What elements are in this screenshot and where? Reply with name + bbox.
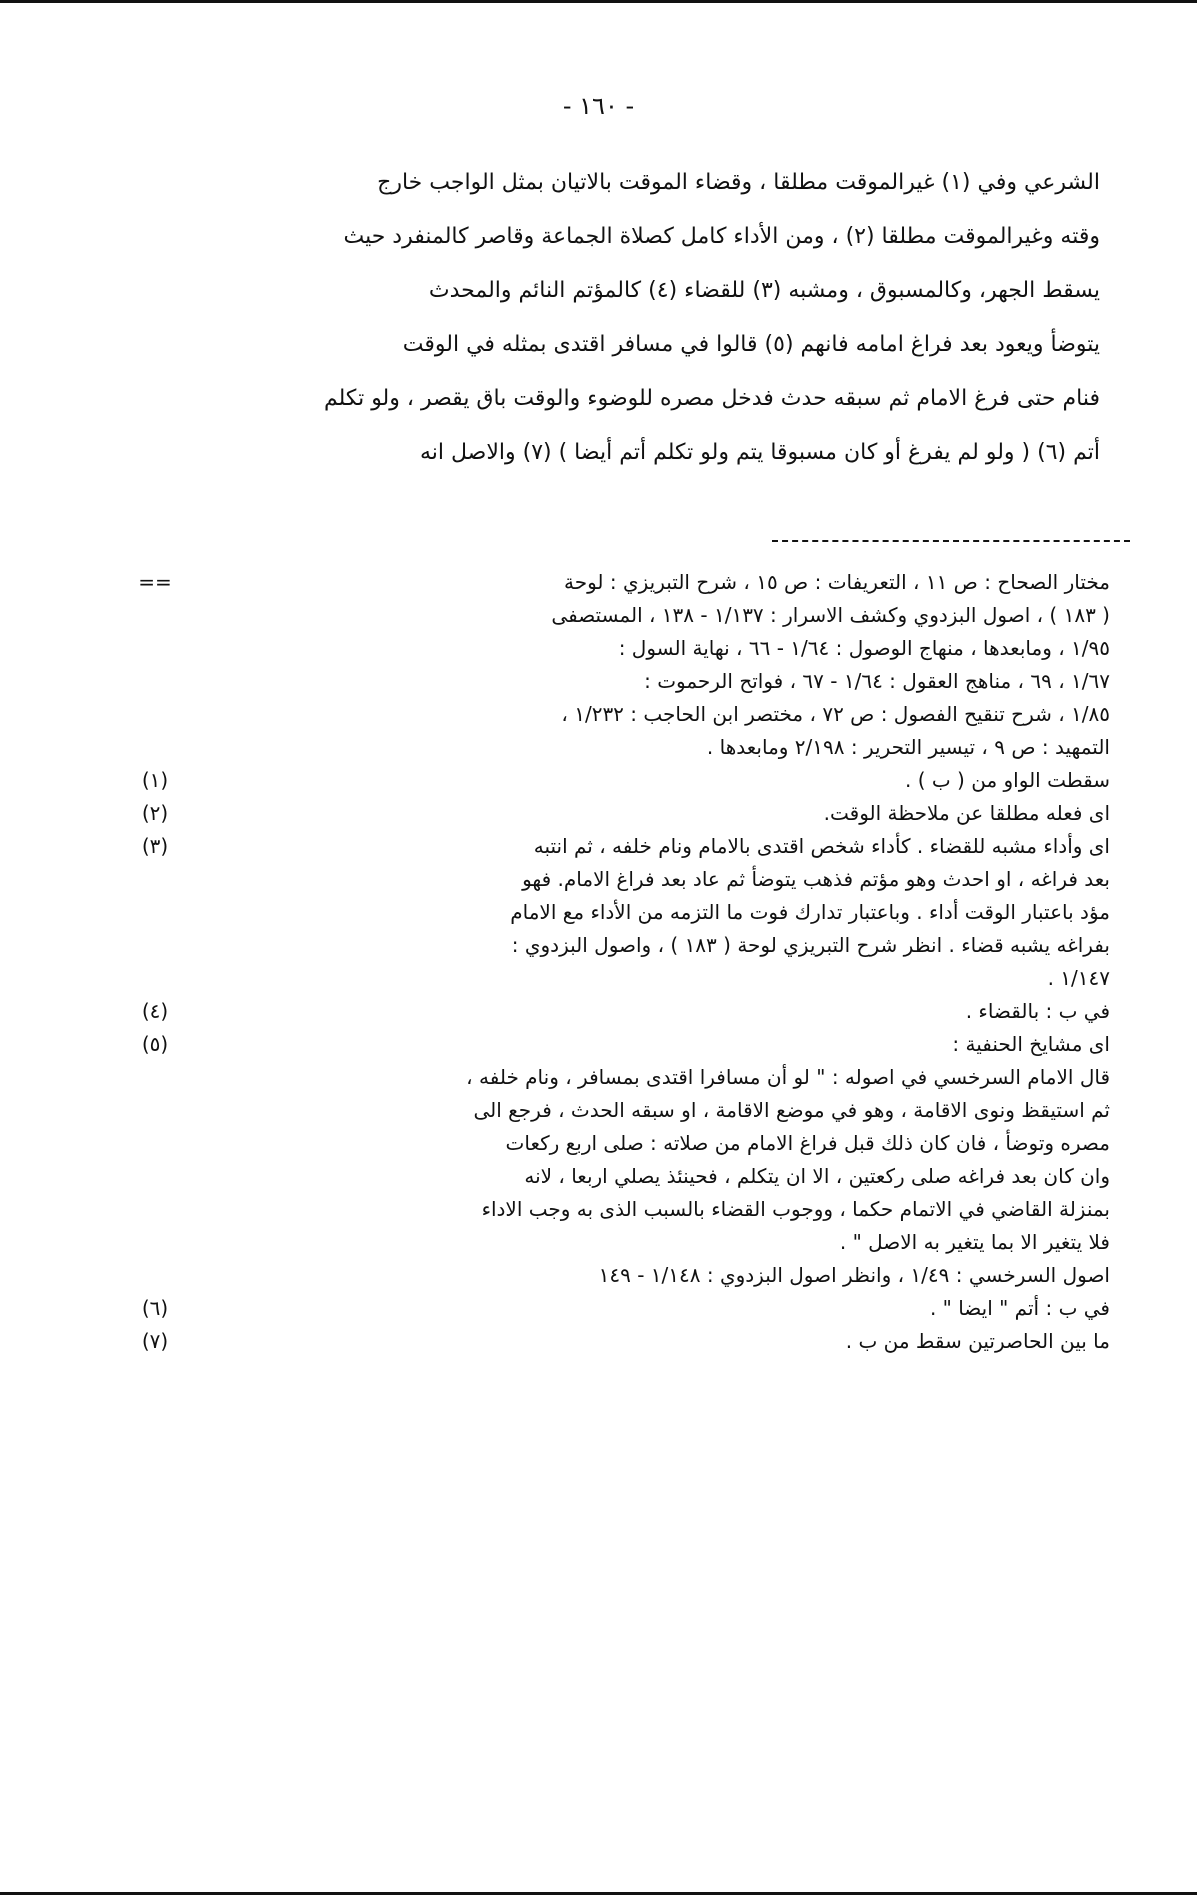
sources-line: ( ١٨٣ ) ، اصول البزدوي وكشف الاسرار : ١/١٣٧ - ١٣٨ ، المستصفى	[551, 603, 1110, 627]
sources-line: ١/٩٥ ، ومابعدها ، منهاج الوصول : ١/٦٤ - ٦٦ ، نهاية السول :	[618, 636, 1110, 660]
footnote-body	[190, 1028, 1110, 1292]
sources-marker: ==	[138, 570, 172, 594]
footnote-7	[120, 1325, 1110, 1358]
footnote-marker: (٤)	[141, 999, 169, 1023]
main-text-line: فنام حتى فرغ الامام ثم سبقه حدث فدخل مصره للوضوء والوقت باق يقصر ، ولو تكلم	[324, 386, 1100, 411]
footnote-line: بمنزلة القاضي في الاتمام حكما ، ووجوب القضاء بالسبب الذى به وجب الاداء	[481, 1197, 1110, 1221]
page-number: - ١٦٠ -	[562, 92, 635, 120]
footnote-body	[190, 830, 1110, 995]
footnote-4	[120, 995, 1110, 1028]
footnote-marker: (٥)	[141, 1032, 169, 1056]
sources-line: ١/٦٧ ، ٦٩ ، مناهج العقول : ١/٦٤ - ٦٧ ، فواتح الرحموت :	[644, 669, 1110, 693]
main-text-line: أتم (٦) ( ولو لم يفرغ أو كان مسبوقا يتم ولو تكلم أتم أيضا ) (٧) والاصل انه	[419, 440, 1100, 465]
sources-body	[190, 566, 1110, 764]
footnote-line: ثم استيقظ ونوى الاقامة ، وهو في موضع الاقامة ، او سبقه الحدث ، فرجع الى	[473, 1098, 1110, 1122]
footnote-line: ١/١٤٧ .	[1047, 966, 1110, 990]
footnote-line: اى فعله مطلقا عن ملاحظة الوقت.	[823, 801, 1110, 825]
footnote-body	[190, 995, 1110, 1028]
main-text	[130, 156, 1100, 480]
footnote-line: قال الامام السرخسي في اصوله : " لو أن مسافرا اقتدى بمسافر ، ونام خلفه ،	[466, 1065, 1110, 1089]
footnote-1	[120, 764, 1110, 797]
main-text-line: وقته وغيرالموقت مطلقا (٢) ، ومن الأداء كامل كصلاة الجماعة وقاصر كالمنفرد حيث	[343, 224, 1100, 249]
footnote-line: مؤد باعتبار الوقت أداء . وباعتبار تدارك فوت ما التزمه من الأداء مع الامام	[510, 900, 1110, 924]
footnote-line: مصره وتوضأ ، فان كان ذلك قبل فراغ الامام من صلاته : صلى اربع ركعات	[505, 1131, 1110, 1155]
main-text-line: يتوضأ ويعود بعد فراغ امامه فانهم (٥) قالوا في مسافر اقتدى بمثله في الوقت	[402, 332, 1100, 357]
footnote-body	[190, 797, 1110, 830]
footnote-line: في ب : بالقضاء .	[965, 999, 1110, 1023]
footnote-marker: (٢)	[141, 801, 169, 825]
footnote-line: اصول السرخسي : ١/٤٩ ، وانظر اصول البزدوي : ١/١٤٨ - ١٤٩	[598, 1263, 1110, 1287]
main-text-line: الشرعي وفي (١) غيرالموقت مطلقا ، وقضاء الموقت بالاتيان بمثل الواجب خارج	[377, 170, 1100, 195]
footnote-line: ما بين الحاصرتين سقط من ب .	[845, 1329, 1110, 1353]
footnote-body	[190, 764, 1110, 797]
footnote-line: وان كان بعد فراغه صلى ركعتين ، الا ان يتكلم ، فحينئذ يصلي اربعا ، لانه	[524, 1164, 1110, 1188]
footnotes-section	[120, 566, 1110, 1358]
footnote-sources	[120, 566, 1110, 764]
footnote-5	[120, 1028, 1110, 1292]
footnote-marker: (٦)	[141, 1296, 169, 1320]
main-text-line: يسقط الجهر، وكالمسبوق ، ومشبه (٣) للقضاء (٤) كالمؤتم النائم والمحدث	[428, 278, 1100, 303]
footnote-line: بفراغه يشبه قضاء . انظر شرح التبريزي لوحة ( ١٨٣ ) ، واصول البزدوي :	[511, 933, 1110, 957]
footnote-body	[190, 1292, 1110, 1325]
footnote-6	[120, 1292, 1110, 1325]
footnote-line: اى وأداء مشبه للقضاء . كأداء شخص اقتدى بالامام ونام خلفه ، ثم انتبه	[533, 834, 1110, 858]
sources-line: ١/٨٥ ، شرح تنقيح الفصول : ص ٧٢ ، مختصر ابن الحاجب : ١/٢٣٢ ،	[561, 702, 1110, 726]
footnote-body	[190, 1325, 1110, 1358]
footnote-separator	[772, 540, 1130, 542]
footnote-line: اى مشايخ الحنفية :	[952, 1032, 1110, 1056]
top-border-line	[0, 0, 1197, 3]
footnote-3	[120, 830, 1110, 995]
sources-line: التمهيد : ص ٩ ، تيسير التحرير : ٢/١٩٨ ومابعدها .	[706, 735, 1110, 759]
footnote-marker: (٣)	[141, 834, 169, 858]
footnote-line: بعد فراغه ، او احدث وهو مؤتم فذهب يتوضأ ثم عاد بعد فراغ الامام. فهو	[522, 867, 1110, 891]
footnote-line: في ب : أتم " ايضا " .	[929, 1296, 1110, 1320]
footnote-2	[120, 797, 1110, 830]
footnote-marker: (١)	[141, 768, 169, 792]
sources-line: مختار الصحاح : ص ١١ ، التعريفات : ص ١٥ ، شرح التبريزي : لوحة	[564, 570, 1110, 594]
footnote-line: سقطت الواو من ( ب ) .	[905, 768, 1110, 792]
footnote-marker: (٧)	[141, 1329, 169, 1353]
footnote-line: فلا يتغير الا بما يتغير به الاصل " .	[839, 1230, 1110, 1254]
